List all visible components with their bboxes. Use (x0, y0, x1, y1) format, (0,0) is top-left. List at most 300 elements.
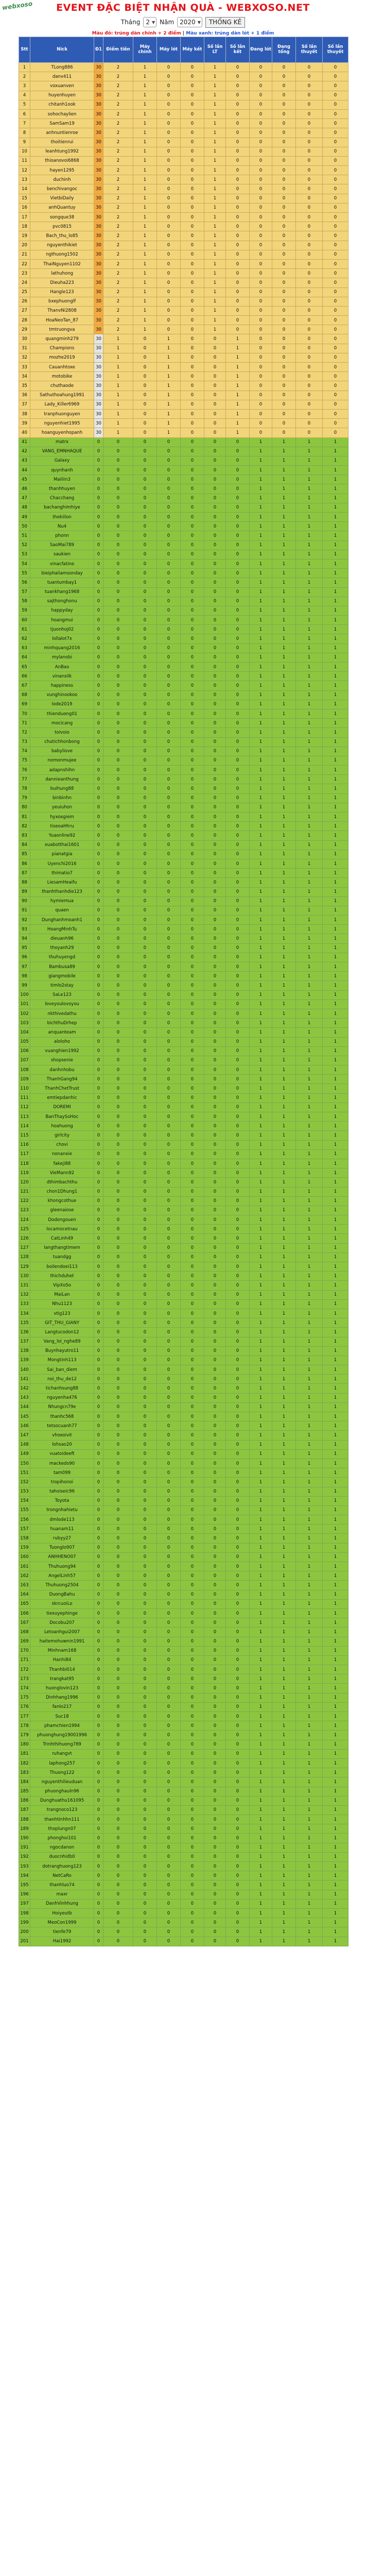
stat-cell: 0 (133, 1777, 157, 1787)
stat-cell: 0 (157, 784, 181, 793)
stat-cell: 1 (272, 1131, 296, 1140)
rank-cell: 72 (19, 728, 30, 737)
stat-cell: 1 (250, 1834, 272, 1843)
stat-cell: 1 (250, 1412, 272, 1421)
stat-cell: 0 (181, 953, 204, 962)
stat-cell: 0 (181, 287, 204, 297)
stat-cell: 0 (157, 1628, 181, 1637)
stat-cell: 0 (157, 203, 181, 212)
stat-cell: 1 (250, 1225, 272, 1234)
stat-cell: 0 (103, 1084, 133, 1093)
stat-cell: 1 (323, 1272, 348, 1281)
stat-cell: 1 (272, 1693, 296, 1702)
nick-cell: ruhangvt (30, 1749, 94, 1758)
stat-cell: 0 (181, 1459, 204, 1468)
stat-cell: 1 (323, 943, 348, 953)
stat-cell: 0 (226, 1693, 250, 1702)
stat-cell: 0 (103, 1243, 133, 1252)
nick-cell: tienfe79 (30, 1927, 94, 1937)
stat-cell: 0 (204, 1628, 226, 1637)
stat-cell: 1 (272, 943, 296, 953)
stat-cell: 1 (157, 334, 181, 344)
stat-cell: 1 (250, 1608, 272, 1618)
stat-cell: 0 (103, 1346, 133, 1355)
table-row (19, 681, 348, 690)
stat-cell: 0 (103, 1440, 133, 1449)
stat-cell: 0 (157, 1487, 181, 1496)
stat-cell: 1 (272, 1505, 296, 1515)
stat-cell: 1 (296, 1168, 323, 1178)
stat-cell: 0 (226, 194, 250, 203)
stat-cell: 0 (133, 1608, 157, 1618)
stat-cell: 0 (94, 737, 103, 747)
stat-cell: 0 (181, 803, 204, 812)
rank-cell: 63 (19, 643, 30, 653)
submit-button[interactable]: THỐNG KÊ (205, 17, 245, 28)
stat-cell: 0 (204, 1252, 226, 1262)
stat-cell: 1 (296, 1252, 323, 1262)
stat-cell: 0 (157, 175, 181, 184)
stat-cell: 1 (323, 1159, 348, 1168)
stat-cell: 0 (226, 147, 250, 156)
stat-cell: 0 (204, 540, 226, 550)
stat-cell: 0 (133, 1140, 157, 1149)
stat-cell: 0 (103, 1496, 133, 1505)
stat-cell: 0 (226, 812, 250, 822)
stat-cell: 1 (296, 925, 323, 934)
stat-cell: 1 (272, 1149, 296, 1159)
stat-cell: 0 (133, 1225, 157, 1234)
stat-cell: 1 (272, 1628, 296, 1637)
stat-cell: 0 (94, 953, 103, 962)
rank-cell: 51 (19, 531, 30, 540)
stat-cell: 0 (204, 1655, 226, 1665)
stat-cell: 1 (272, 1890, 296, 1899)
table-row (19, 962, 348, 972)
stat-cell: 0 (204, 1665, 226, 1674)
stat-cell: 1 (272, 1702, 296, 1711)
stat-cell: 0 (181, 1581, 204, 1590)
stat-cell: 1 (133, 100, 157, 109)
stat-cell: 1 (323, 1890, 348, 1899)
stat-cell: 0 (181, 999, 204, 1009)
rank-cell: 169 (19, 1637, 30, 1646)
rank-cell: 120 (19, 1178, 30, 1187)
stat-cell: 0 (157, 1843, 181, 1852)
stat-cell: 1 (296, 1046, 323, 1056)
stat-cell: 0 (103, 1777, 133, 1787)
stat-cell: 1 (133, 297, 157, 306)
stat-cell: 0 (94, 1281, 103, 1290)
table-row (19, 259, 348, 268)
stat-cell: 0 (250, 306, 272, 315)
table-row (19, 766, 348, 775)
stat-cell: 1 (296, 1608, 323, 1618)
stat-cell: 0 (103, 503, 133, 512)
stat-cell: 0 (103, 943, 133, 953)
stat-cell: 0 (323, 250, 348, 259)
stat-cell: 0 (157, 1309, 181, 1318)
nick-cell: dmlode113 (30, 1515, 94, 1524)
stat-cell: 0 (133, 1890, 157, 1899)
rank-cell: 158 (19, 1534, 30, 1543)
stat-cell: 0 (103, 1721, 133, 1731)
stat-cell: 0 (133, 1787, 157, 1796)
stat-cell: 0 (157, 1346, 181, 1355)
stat-cell: 0 (133, 447, 157, 456)
nick-cell: quangminh279 (30, 334, 94, 344)
stat-cell: 0 (94, 1834, 103, 1843)
nick-cell: mylanobi (30, 653, 94, 662)
nick-cell: Mongtinh113 (30, 1355, 94, 1365)
stat-cell: 0 (226, 784, 250, 793)
table-row (19, 456, 348, 465)
stat-cell: 0 (226, 1862, 250, 1871)
stat-cell: 0 (133, 484, 157, 494)
rank-cell: 37 (19, 400, 30, 409)
stat-cell: 0 (133, 906, 157, 915)
stat-cell: 1 (323, 1468, 348, 1478)
table-row (19, 1075, 348, 1084)
stat-cell: 0 (103, 709, 133, 718)
rank-cell: 137 (19, 1337, 30, 1346)
table-row (19, 569, 348, 578)
stat-cell: 1 (204, 81, 226, 91)
stat-cell: 1 (272, 1655, 296, 1665)
stat-cell: 0 (226, 447, 250, 456)
stat-cell: 1 (296, 1890, 323, 1899)
stat-cell: 1 (323, 1731, 348, 1740)
stat-cell: 0 (181, 278, 204, 287)
stat-cell: 1 (323, 1215, 348, 1225)
stat-cell: 0 (103, 1684, 133, 1693)
stat-cell: 0 (296, 213, 323, 222)
stat-cell: 0 (133, 1937, 157, 1946)
stat-cell: 30 (94, 278, 103, 287)
table-row (19, 1880, 348, 1890)
stat-cell: 0 (226, 1599, 250, 1608)
stat-cell: 0 (226, 1215, 250, 1225)
stat-cell: 0 (94, 1590, 103, 1599)
stat-cell: 1 (272, 775, 296, 784)
stat-cell: 1 (296, 1571, 323, 1581)
rank-cell: 36 (19, 391, 30, 400)
stat-cell: 1 (250, 1674, 272, 1684)
stat-cell: 0 (103, 859, 133, 868)
table-row (19, 1899, 348, 1908)
nick-cell: Bambusa89 (30, 962, 94, 972)
stat-cell: 0 (133, 494, 157, 503)
rank-cell: 18 (19, 222, 30, 231)
stat-cell: 0 (103, 1019, 133, 1028)
stat-cell: 0 (272, 231, 296, 241)
stat-cell: 1 (103, 391, 133, 400)
year-select[interactable] (177, 17, 202, 27)
stat-cell: 1 (226, 344, 250, 353)
stat-cell: 0 (226, 1084, 250, 1093)
stat-cell: 0 (226, 887, 250, 896)
table-row (19, 1431, 348, 1440)
table-row (19, 822, 348, 831)
nick-cell: bachanghimhiye (30, 503, 94, 512)
stat-cell: 0 (181, 719, 204, 728)
stat-cell: 0 (226, 138, 250, 147)
stat-cell: 0 (94, 616, 103, 625)
table-row (19, 1402, 348, 1412)
stat-cell: 1 (272, 1412, 296, 1421)
stat-cell: 0 (103, 1149, 133, 1159)
stat-cell: 1 (272, 1252, 296, 1262)
stat-cell: 0 (323, 428, 348, 437)
stat-cell: 0 (204, 972, 226, 981)
table-row (19, 1731, 348, 1740)
stat-cell: 0 (94, 643, 103, 653)
stat-cell: 1 (296, 1646, 323, 1655)
stat-cell: 0 (94, 1543, 103, 1552)
stat-cell: 1 (323, 1937, 348, 1946)
stat-cell: 0 (94, 1393, 103, 1402)
stat-cell: 0 (181, 1056, 204, 1065)
stat-cell: 0 (272, 213, 296, 222)
stat-cell: 0 (133, 1262, 157, 1272)
nick-cell: trangkat95 (30, 1674, 94, 1684)
stat-cell: 1 (250, 916, 272, 925)
stat-cell: 0 (157, 1122, 181, 1131)
month-select[interactable] (143, 17, 156, 27)
stat-cell: 0 (204, 1496, 226, 1505)
rank-cell: 13 (19, 175, 30, 184)
stat-cell: 1 (296, 803, 323, 812)
stat-cell: 0 (250, 63, 272, 72)
stat-cell: 1 (250, 1328, 272, 1337)
stat-cell: 0 (157, 100, 181, 109)
stat-cell: 0 (157, 447, 181, 456)
rank-cell: 191 (19, 1843, 30, 1852)
stat-cell: 0 (181, 896, 204, 906)
stat-cell: 1 (250, 1281, 272, 1290)
stat-cell: 0 (133, 1740, 157, 1749)
stat-cell: 0 (103, 962, 133, 972)
stat-cell: 0 (226, 1412, 250, 1421)
stat-cell: 1 (323, 766, 348, 775)
stat-cell: 0 (157, 466, 181, 475)
stat-cell: 1 (323, 1758, 348, 1768)
table-row (19, 1862, 348, 1871)
stat-cell: 0 (94, 1412, 103, 1421)
stat-cell: 0 (226, 1122, 250, 1131)
stat-cell: 0 (226, 1655, 250, 1665)
stat-cell: 0 (226, 1009, 250, 1018)
stat-cell: 1 (296, 869, 323, 878)
stat-cell: 1 (296, 1075, 323, 1084)
stat-cell: 0 (133, 1655, 157, 1665)
stat-cell: 0 (103, 953, 133, 962)
stat-cell: 1 (204, 194, 226, 203)
stat-cell: 0 (94, 840, 103, 850)
stat-cell: 0 (181, 634, 204, 643)
stat-cell: 1 (272, 1599, 296, 1608)
stat-cell: 1 (323, 1365, 348, 1375)
stat-cell: 0 (226, 1468, 250, 1478)
nick-cell: HoangMinhTu (30, 925, 94, 934)
stat-cell: 0 (94, 578, 103, 587)
stat-cell: 1 (296, 1281, 323, 1290)
stat-cell: 1 (296, 728, 323, 737)
stat-cell: 30 (94, 269, 103, 278)
stat-cell: 0 (103, 663, 133, 672)
table-row (19, 1215, 348, 1225)
stat-cell: 30 (94, 147, 103, 156)
stat-cell: 0 (204, 1384, 226, 1393)
stat-cell: 0 (181, 1215, 204, 1225)
stat-cell: 1 (250, 1758, 272, 1768)
stat-cell: 0 (103, 1787, 133, 1796)
column-header: Số lần thuyết (323, 37, 348, 63)
rank-cell: 86 (19, 859, 30, 868)
table-row (19, 1243, 348, 1252)
stat-cell: 1 (296, 1299, 323, 1309)
stat-cell: 0 (157, 1028, 181, 1037)
stat-cell: 0 (133, 1908, 157, 1918)
stat-cell: 0 (204, 925, 226, 934)
stat-cell: 1 (272, 1721, 296, 1731)
stat-cell: 0 (133, 953, 157, 962)
table-row (19, 419, 348, 428)
stat-cell: 0 (204, 550, 226, 559)
stat-cell: 0 (157, 1093, 181, 1103)
legend-backup: Màu xanh: trúng dàn lót + 1 điểm (186, 31, 274, 36)
stat-cell: 0 (226, 1384, 250, 1393)
stat-cell: 1 (296, 1122, 323, 1131)
stat-cell: 0 (103, 597, 133, 606)
nick-cell: thichduhet (30, 1272, 94, 1281)
rank-cell: 77 (19, 775, 30, 784)
stat-cell: 0 (103, 1665, 133, 1674)
stat-cell: 0 (226, 1459, 250, 1468)
stat-cell: 1 (296, 1421, 323, 1431)
stat-cell: 0 (226, 1562, 250, 1571)
stat-cell: 0 (204, 1927, 226, 1937)
stat-cell: 0 (181, 643, 204, 653)
stat-cell: 1 (323, 1056, 348, 1065)
stat-cell: 0 (157, 625, 181, 634)
stat-cell: 1 (272, 1019, 296, 1028)
rank-cell: 11 (19, 156, 30, 165)
stat-cell: 1 (250, 972, 272, 981)
stat-cell: 0 (133, 372, 157, 381)
stat-cell: 1 (272, 1581, 296, 1590)
stat-cell: 0 (94, 1805, 103, 1815)
stat-cell: 0 (157, 1712, 181, 1721)
rank-cell: 12 (19, 166, 30, 175)
stat-cell: 1 (250, 1721, 272, 1731)
stat-cell: 1 (250, 1140, 272, 1149)
stat-cell: 0 (133, 878, 157, 887)
stat-cell: 2 (103, 194, 133, 203)
stat-cell: 0 (250, 419, 272, 428)
stat-cell: 0 (181, 381, 204, 391)
stat-cell: 0 (226, 484, 250, 494)
stat-cell: 0 (272, 381, 296, 391)
stat-cell: 1 (323, 1037, 348, 1046)
stat-cell: 1 (250, 1731, 272, 1740)
stat-cell: 1 (296, 531, 323, 540)
stat-cell: 0 (103, 916, 133, 925)
stat-cell: 1 (250, 1290, 272, 1299)
stat-cell: 0 (323, 63, 348, 72)
stat-cell: 1 (323, 1019, 348, 1028)
stat-cell: 0 (181, 1693, 204, 1702)
stat-cell: 1 (103, 409, 133, 418)
stat-cell: 1 (323, 1843, 348, 1852)
nick-cell: pvc0815 (30, 222, 94, 231)
stat-cell: 0 (204, 1721, 226, 1731)
rank-cell: 186 (19, 1796, 30, 1805)
stat-cell: 0 (133, 1084, 157, 1093)
nick-cell: tiexuyephinge (30, 1608, 94, 1618)
stat-cell: 1 (296, 1918, 323, 1927)
stat-cell: 0 (133, 1252, 157, 1262)
nick-cell: loveyoulovoyou (30, 999, 94, 1009)
stat-cell: 1 (250, 1384, 272, 1393)
table-row (19, 1599, 348, 1608)
stat-cell: 0 (272, 316, 296, 325)
stat-cell: 1 (272, 1290, 296, 1299)
stat-cell: 0 (181, 1758, 204, 1768)
stat-cell: 0 (94, 1309, 103, 1318)
nick-cell: danv411 (30, 72, 94, 81)
stat-cell: 0 (133, 456, 157, 465)
stat-cell: 1 (272, 953, 296, 962)
stat-cell: 0 (272, 81, 296, 91)
table-row (19, 1834, 348, 1843)
stat-cell: 1 (272, 831, 296, 840)
nick-cell: Nhungcn79e (30, 1402, 94, 1412)
stat-cell: 1 (250, 831, 272, 840)
stat-cell: 0 (181, 578, 204, 587)
stat-cell: 0 (94, 1899, 103, 1908)
stat-cell: 0 (204, 1234, 226, 1243)
stat-cell: 1 (272, 1337, 296, 1346)
nick-cell: phonghoi101 (30, 1834, 94, 1843)
stat-cell: 0 (103, 1318, 133, 1328)
stat-cell: 0 (226, 1487, 250, 1496)
stat-cell: 0 (181, 869, 204, 878)
stat-cell: 1 (250, 1496, 272, 1505)
stat-cell: 0 (204, 906, 226, 915)
stat-cell: 0 (157, 1337, 181, 1346)
stat-cell: 1 (296, 1871, 323, 1880)
stat-cell: 0 (133, 1515, 157, 1524)
stat-cell: 1 (296, 1346, 323, 1355)
table-row (19, 1318, 348, 1328)
stat-cell: 0 (181, 1618, 204, 1628)
stat-cell: 1 (133, 72, 157, 81)
stat-cell: 1 (296, 1468, 323, 1478)
stat-cell: 0 (103, 587, 133, 597)
table-row (19, 466, 348, 475)
stat-cell: 0 (226, 1112, 250, 1122)
stat-cell: 1 (103, 334, 133, 344)
stat-cell: 0 (94, 906, 103, 915)
nick-cell: thekiilon (30, 513, 94, 522)
stat-cell: 0 (157, 306, 181, 315)
table-row (19, 709, 348, 718)
stat-cell: 1 (272, 437, 296, 447)
stat-cell: 0 (272, 175, 296, 184)
stat-cell: 0 (157, 1890, 181, 1899)
stat-cell: 0 (133, 747, 157, 756)
